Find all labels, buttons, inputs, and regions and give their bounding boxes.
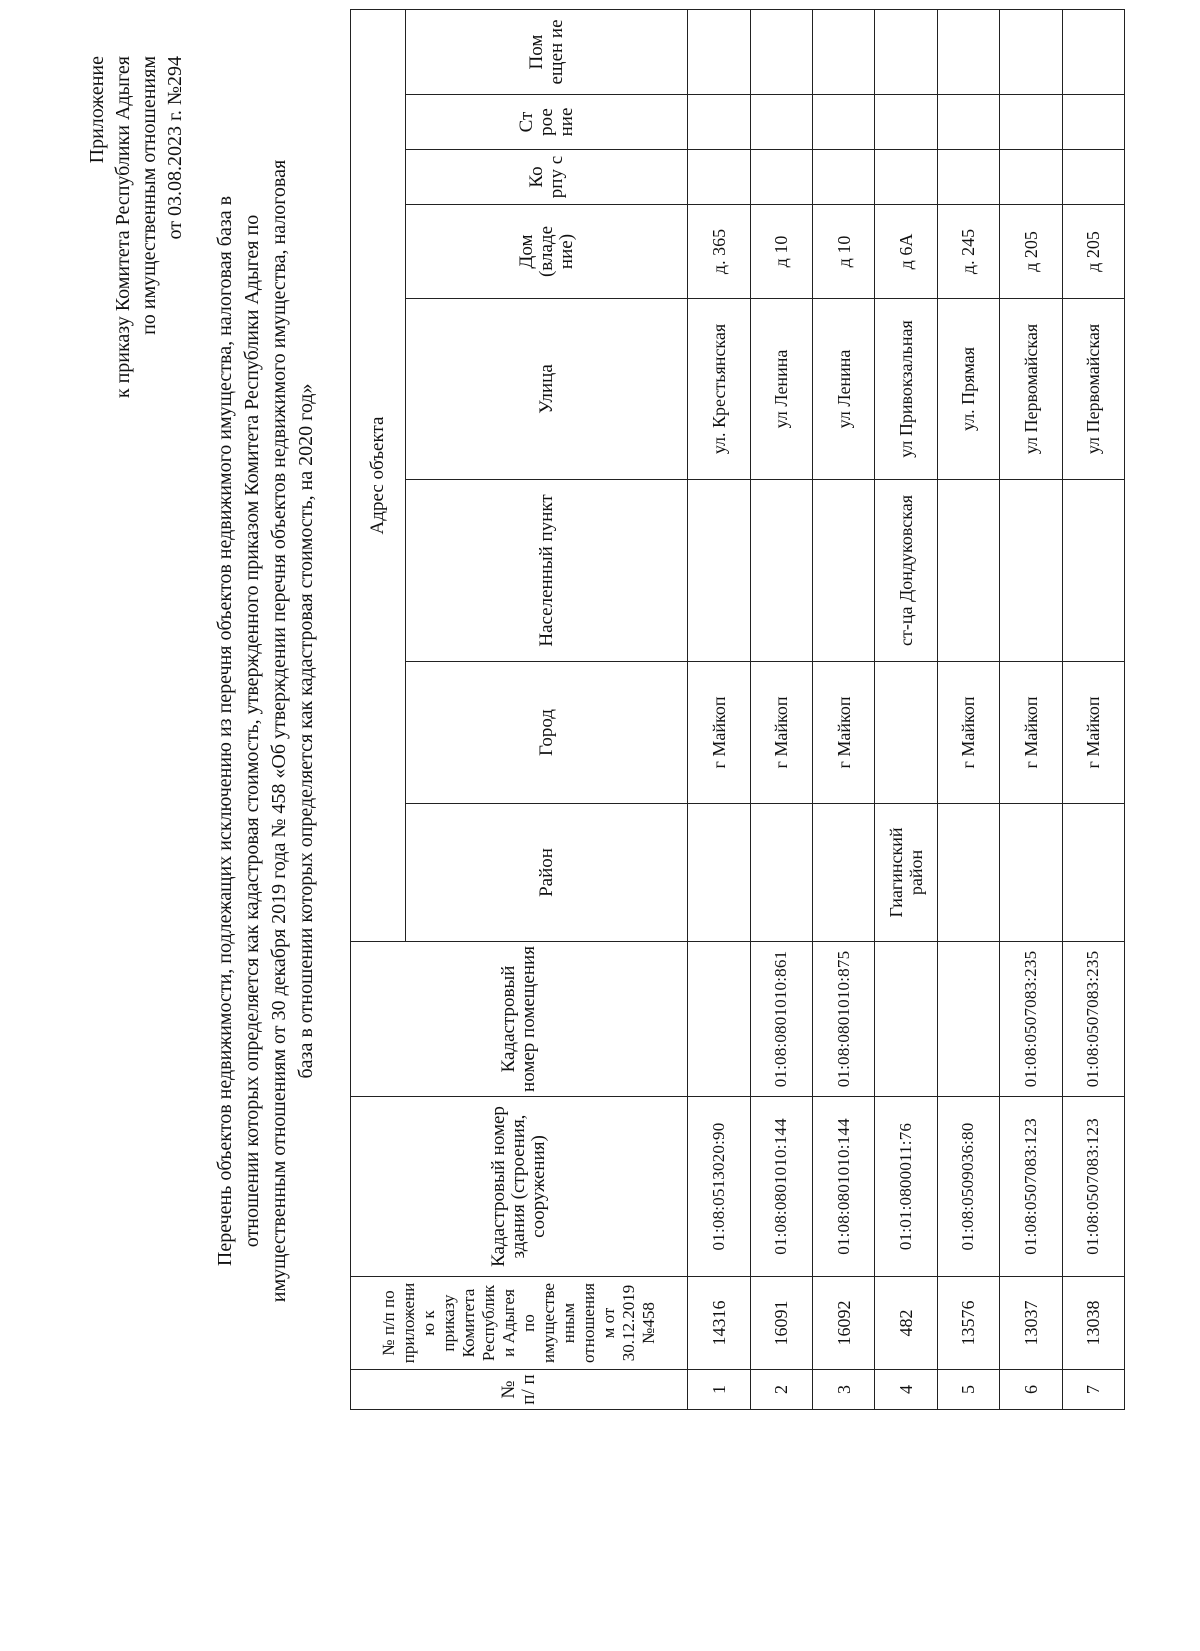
table-row xyxy=(1062,9,1125,1409)
header-city: Город xyxy=(406,662,688,804)
cell-city: г Майкоп xyxy=(1000,662,1062,804)
cell-stroenie xyxy=(688,95,750,150)
header-pomeshchenie: Пом ещен ие xyxy=(406,9,688,94)
header-cad-room: Кадастровый номер помещения xyxy=(351,942,688,1097)
cell-house: д. 245 xyxy=(937,205,999,299)
cell-korpus xyxy=(688,150,750,205)
cell-street: ул Ленина xyxy=(750,299,812,480)
cell-city xyxy=(875,662,937,804)
cell-district xyxy=(1000,804,1062,942)
cell-settlement xyxy=(750,480,812,662)
header-cad-building: Кадастровый номер здания (строения, сооружения) xyxy=(351,1097,688,1277)
cell-cad-building: 01:08:0507083:123 xyxy=(1062,1097,1125,1277)
cell-district xyxy=(937,804,999,942)
cell-appendix-num: 482 xyxy=(875,1277,937,1370)
appendix-order-line: к приказу Комитета Республики Адыгея xyxy=(112,56,134,399)
cell-num: 3 xyxy=(812,1370,874,1410)
cell-appendix-num: 16091 xyxy=(750,1277,812,1370)
cell-appendix-num: 13038 xyxy=(1062,1277,1125,1370)
cell-city: г Майкоп xyxy=(1062,662,1125,804)
cell-cad-building: 01:08:0513020:90 xyxy=(688,1097,750,1277)
cell-cad-building: 01:08:0801010:144 xyxy=(750,1097,812,1277)
appendix-reference xyxy=(84,56,188,398)
header-num: № п/ п xyxy=(351,1370,688,1410)
cell-cad-room: 01:08:0507083:235 xyxy=(1062,942,1125,1097)
heading-line-4: база в отношении которых определяется как кадастровая стоимость, на 2020 год» xyxy=(295,383,317,1079)
table-row xyxy=(875,9,937,1409)
objects-table xyxy=(350,9,1125,1410)
cell-korpus xyxy=(812,150,874,205)
cell-district xyxy=(812,804,874,942)
cell-settlement: ст-ца Дондуковская xyxy=(875,480,937,662)
cell-stroenie xyxy=(937,95,999,150)
cell-cad-room: 01:08:0801010:861 xyxy=(750,942,812,1097)
cell-num: 7 xyxy=(1062,1370,1125,1410)
cell-pomeshchenie xyxy=(1062,9,1125,94)
cell-settlement xyxy=(1062,480,1125,662)
cell-pomeshchenie xyxy=(937,9,999,94)
cell-house: д 10 xyxy=(750,205,812,299)
cell-cad-room xyxy=(688,942,750,1097)
cell-district xyxy=(750,804,812,942)
cell-appendix-num: 13037 xyxy=(1000,1277,1062,1370)
cell-pomeshchenie xyxy=(750,9,812,94)
header-korpus: Ко рпу с xyxy=(406,150,688,205)
table-row xyxy=(812,9,874,1409)
cell-num: 2 xyxy=(750,1370,812,1410)
cell-korpus xyxy=(1000,150,1062,205)
cell-stroenie xyxy=(1000,95,1062,150)
heading-line-1: Перечень объектов недвижимости, подлежащих исключению из перечня объектов недвижимого имущества, налоговая база в xyxy=(214,195,236,1267)
cell-cad-building: 01:08:0509036:80 xyxy=(937,1097,999,1277)
header-row-1 xyxy=(351,9,406,1409)
cell-pomeshchenie xyxy=(875,9,937,94)
cell-house: д 205 xyxy=(1000,205,1062,299)
cell-cad-room: 01:08:0507083:235 xyxy=(1000,942,1062,1097)
cell-stroenie xyxy=(875,95,937,150)
cell-city: г Майкоп xyxy=(688,662,750,804)
cell-street: ул Привокзальная xyxy=(875,299,937,480)
cell-cad-room xyxy=(875,942,937,1097)
header-address-group: Адрес объекта xyxy=(351,9,406,941)
cell-appendix-num: 16092 xyxy=(812,1277,874,1370)
cell-district xyxy=(1062,804,1125,942)
cell-house: д 6А xyxy=(875,205,937,299)
cell-korpus xyxy=(875,150,937,205)
cell-street: ул Первомайская xyxy=(1062,299,1125,480)
header-house: Дом (владе ние) xyxy=(406,205,688,299)
table-row xyxy=(937,9,999,1409)
header-stroenie: Ст рое ние xyxy=(406,95,688,150)
cell-street: ул Первомайская xyxy=(1000,299,1062,480)
table-row xyxy=(750,9,812,1409)
cell-cad-building: 01:01:0800011:76 xyxy=(875,1097,937,1277)
cell-district: Гиагинский район xyxy=(875,804,937,942)
document-heading xyxy=(212,141,320,1321)
header-settlement: Населенный пункт xyxy=(406,480,688,662)
cell-district xyxy=(688,804,750,942)
heading-line-3: имущественным отношениям от 30 декабря 2019 года № 458 «Об утверждении перечня объектов недвижимого имущества, налоговая xyxy=(268,159,290,1303)
cell-korpus xyxy=(1062,150,1125,205)
heading-line-2: отношении которых определяется как кадастровая стоимость, утвержденного приказом Комитета Республики Адыгея по xyxy=(241,214,263,1248)
cell-cad-room xyxy=(937,942,999,1097)
cell-pomeshchenie xyxy=(812,9,874,94)
cell-appendix-num: 13576 xyxy=(937,1277,999,1370)
appendix-date-line: от 03.08.2023 г. №294 xyxy=(164,56,186,240)
cell-korpus xyxy=(750,150,812,205)
cell-appendix-num: 14316 xyxy=(688,1277,750,1370)
cell-street: ул. Крестьянская xyxy=(688,299,750,480)
cell-city: г Майкоп xyxy=(750,662,812,804)
cell-street: ул Ленина xyxy=(812,299,874,480)
header-district: Район xyxy=(406,804,688,942)
appendix-title: Приложение xyxy=(86,56,108,164)
header-street: Улица xyxy=(406,299,688,480)
cell-cad-room: 01:08:0801010:875 xyxy=(812,942,874,1097)
cell-pomeshchenie xyxy=(688,9,750,94)
cell-house: д. 365 xyxy=(688,205,750,299)
cell-num: 1 xyxy=(688,1370,750,1410)
cell-num: 4 xyxy=(875,1370,937,1410)
cell-korpus xyxy=(937,150,999,205)
cell-num: 5 xyxy=(937,1370,999,1410)
cell-cad-building: 01:08:0507083:123 xyxy=(1000,1097,1062,1277)
cell-stroenie xyxy=(1062,95,1125,150)
cell-stroenie xyxy=(812,95,874,150)
appendix-committee-line: по имущественным отношениям xyxy=(138,56,160,335)
cell-num: 6 xyxy=(1000,1370,1062,1410)
cell-street: ул. Прямая xyxy=(937,299,999,480)
cell-settlement xyxy=(812,480,874,662)
cell-cad-building: 01:08:0801010:144 xyxy=(812,1097,874,1277)
header-appendix-num: № п/п по приложени ю к приказу Комитета Республик и Адыгея по имуществе нным отношения м от 30.12.2019 №458 xyxy=(351,1277,688,1370)
cell-house: д 10 xyxy=(812,205,874,299)
cell-settlement xyxy=(937,480,999,662)
cell-stroenie xyxy=(750,95,812,150)
cell-city: г Майкоп xyxy=(812,662,874,804)
cell-settlement xyxy=(688,480,750,662)
table-row xyxy=(1000,9,1062,1409)
cell-pomeshchenie xyxy=(1000,9,1062,94)
cell-house: д 205 xyxy=(1062,205,1125,299)
cell-settlement xyxy=(1000,480,1062,662)
cell-city: г Майкоп xyxy=(937,662,999,804)
table-row xyxy=(688,9,750,1409)
